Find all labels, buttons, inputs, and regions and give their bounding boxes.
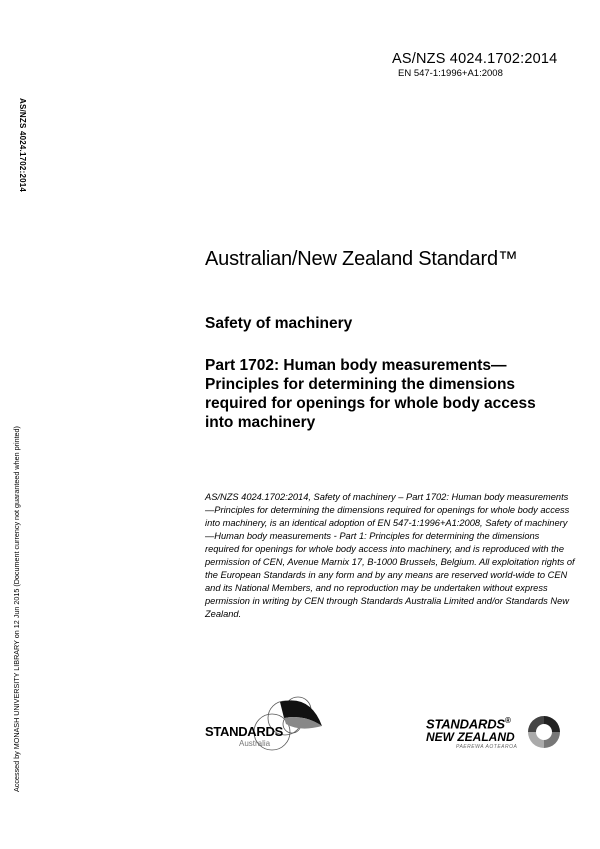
main-heading: Australian/New Zealand Standard™ — [205, 248, 518, 270]
standards-australia-wordmark: STANDARDS — [205, 724, 283, 739]
standards-nz-swirl-icon — [524, 712, 564, 752]
en-reference: EN 547-1:1996+A1:2008 — [398, 68, 503, 79]
access-note: Accessed by MONASH UNIVERSITY LIBRARY on 12 Jun 2015 (Document currency not guaranteed when printed) — [12, 426, 21, 792]
side-standard-number: AS/NZS 4024.1702:2014 — [18, 98, 27, 193]
standard-number: AS/NZS 4024.1702:2014 — [392, 51, 558, 67]
standards-australia-subtext: Australia — [239, 739, 271, 748]
part-title: Part 1702: Human body measurements—Principles for determining the dimensions required for openings for whole body access into machinery — [205, 357, 536, 431]
standards-nz-word: STANDARDS — [426, 716, 505, 732]
standards-nz-subtext: NEW ZEALAND — [426, 730, 515, 744]
registered-mark: ® — [504, 716, 511, 725]
standards-nz-maori-text: PAEREWA AOTEAROA — [456, 744, 518, 750]
subject-title: Safety of machinery — [205, 315, 353, 332]
preamble-text: AS/NZS 4024.1702:2014, Safety of machinery – Part 1702: Human body measurements—Principles for determining the dimensions required for openings for whole body access into machinery, is an identical adoption of EN 547-1:1996+A1:2008, Safety of machinery—Human body measurements - Part 1: Principles for determining the dimensions required for openings for whole body access into machinery, and is reproduced with the permission of CEN, Avenue Marnix 17, B-1000 Brussels, Belgium. All exploitation rights of the European Standards in any form and by any means are reserved world-wide to CEN and its National Members, and no reproduction may be undertaken without express permission in writing by CEN through Standards Australia Limited and/or Standards New Zealand. — [205, 492, 575, 619]
